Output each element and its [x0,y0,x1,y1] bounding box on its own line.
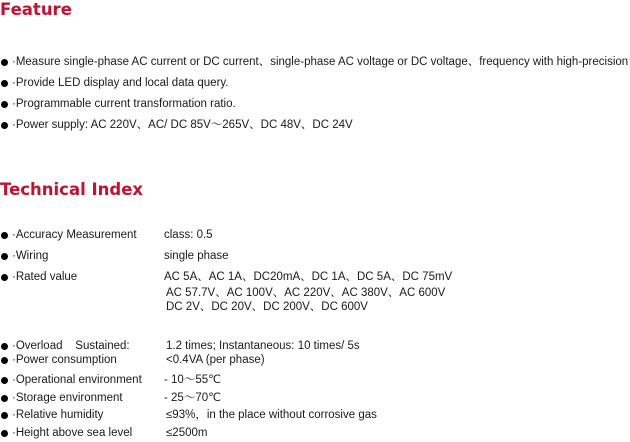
bullet-icon [1,412,8,419]
spec-label: ·Overload Sustained: [12,340,130,352]
spec-value-continued: AC 57.7V、AC 100V、AC 220V、AC 380V、AC 600V [166,287,446,299]
spec-label: ·Accuracy Measurement [12,229,137,241]
spec-label: ·Wiring [12,250,49,262]
bullet-icon [1,253,8,260]
bullet-icon [1,430,8,437]
spec-label: ·Rated value [12,271,78,283]
spec-label: ·Power consumption [12,354,117,366]
spec-label: ·Height above sea level [12,427,133,439]
spec-value: - 10～55℃ [164,374,222,386]
bullet-icon [1,59,8,66]
bullet-icon [1,101,8,108]
technical-index-heading: Technical Index [0,180,144,199]
feature-heading: Feature [0,0,72,19]
spec-value: - 25～70℃ [164,392,222,404]
spec-value: 1.2 times; Instantaneous: 10 times/ 5s [166,340,360,352]
feature-item-text: ·Measure single-phase AC current or DC current、single-phase AC voltage or DC voltage、frequency with high-precision [12,56,629,68]
spec-value: single phase [164,250,229,262]
spec-label: ·Operational environment [12,374,142,386]
bullet-icon [1,122,8,129]
bullet-icon [1,343,8,350]
spec-value: AC 5A、AC 1A、DC20mA、DC 1A、DC 5A、DC 75mV [164,271,453,283]
bullet-icon [1,395,8,402]
spec-value: class: 0.5 [164,229,213,241]
spec-value: ≤93%，in the place without corrosive gas [166,409,377,421]
spec-label: ·Relative humidity [12,409,104,421]
feature-item-text: ·Programmable current transformation ratio. [12,98,236,110]
bullet-icon [1,357,8,364]
bullet-icon [1,377,8,384]
spec-label: ·Storage environment [12,392,123,404]
spec-value: ≤2500m [166,427,208,439]
feature-item-text: ·Provide LED display and local data query. [12,77,229,89]
bullet-icon [1,232,8,239]
spec-value: <0.4VA (per phase) [166,354,265,366]
bullet-icon [1,80,8,87]
feature-item-text: ·Power supply: AC 220V、AC/ DC 85V～265V、DC 48V、DC 24V [12,119,353,131]
bullet-icon [1,274,8,281]
spec-value-continued: DC 2V、DC 20V、DC 200V、DC 600V [166,301,368,313]
